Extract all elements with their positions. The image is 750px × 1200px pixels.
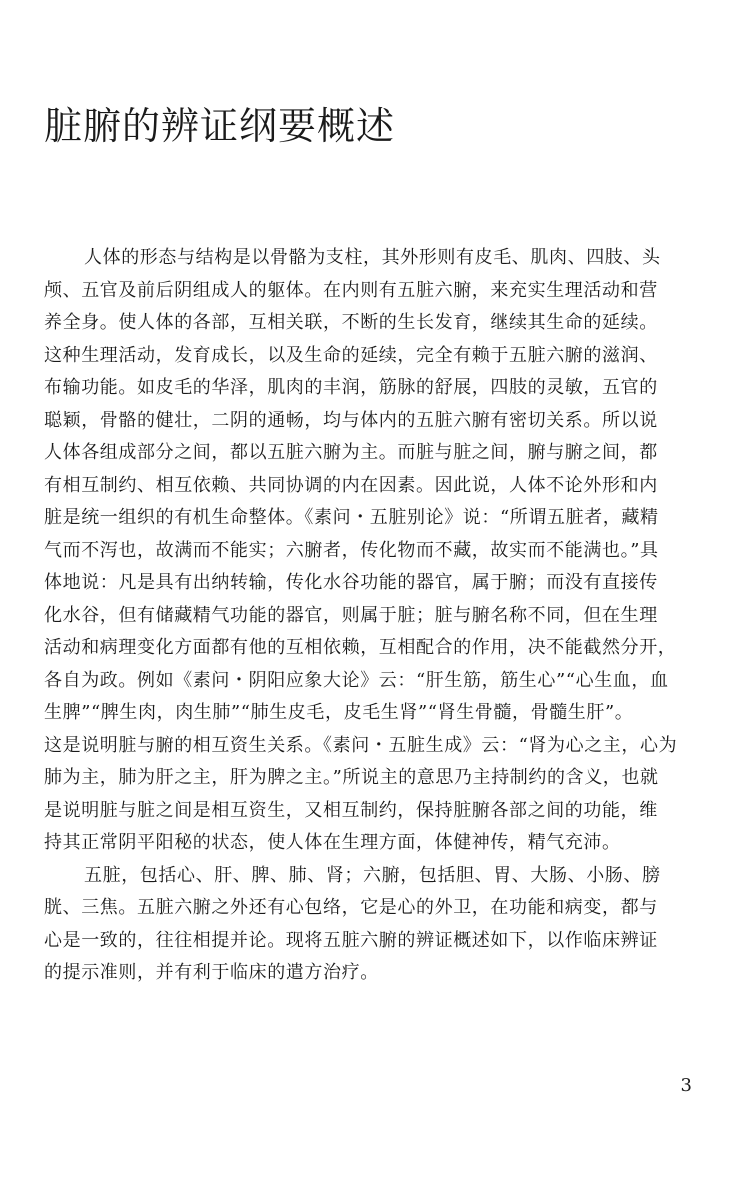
text-line: 这是说明脏与腑的相互资生关系。《素问・五脏生成》云：“肾为心之主，心为 <box>44 734 678 756</box>
text-line: 的提示准则，并有利于临床的遣方治疗。 <box>44 962 379 983</box>
text-line: 体地说：凡是具有出纳转输，传化水谷功能的器官，属于腑；而没有直接传 <box>44 572 658 593</box>
text-line: 布输功能。如皮毛的华泽，肌肉的丰润，筋脉的舒展，四肢的灵敏，五官的 <box>44 377 658 398</box>
text-line: 肺为主，肺为肝之主，肝为脾之主。”所说主的意思乃主持制约的含义，也就 <box>44 767 659 788</box>
text-line: 是说明脏与脏之间是相互资生，又相互制约，保持脏腑各部之间的功能，维 <box>44 799 658 821</box>
text-line: 化水谷，但有储藏精气功能的器官，则属于脏；脏与腑名称不同，但在生理 <box>44 604 658 626</box>
text-line: 颅、五官及前后阴组成人的躯体。在内则有五脏六腑，来充实生理活动和营 <box>44 279 658 301</box>
text-line: 活动和病理变化方面都有他的互相依赖，互相配合的作用，决不能截然分开， <box>44 637 677 658</box>
page-number: 3 <box>680 1075 692 1096</box>
text-line: 人体的形态与结构是以骨骼为支柱，其外形则有皮毛、肌肉、四肢、头 <box>84 247 661 268</box>
text-line: 人体各组成部分之间，都以五脏六腑为主。而脏与脏之间，腑与腑之间，都 <box>44 442 658 463</box>
text-line: 气而不泻也，故满而不能实；六腑者，传化物而不藏，故实而不能满也。”具 <box>44 539 659 561</box>
paragraph <box>44 860 704 990</box>
text-line: 聪颖，骨骼的健壮，二阴的通畅，均与体内的五脏六腑有密切关系。所以说 <box>44 409 658 431</box>
text-line: 生脾”“脾生肉，肉生肺”“肺生皮毛，皮毛生肾”“肾生骨髓，骨髓生肝”。 <box>44 702 634 723</box>
text-line: 这种生理活动，发育成长，以及生命的延续，完全有赖于五脏六腑的滋润、 <box>44 344 658 366</box>
text-line: 胱、三焦。五脏六腑之外还有心包络，它是心的外卫，在功能和病变，都与 <box>44 897 658 918</box>
page-title: 脏腑的辨证纲要概述 <box>44 104 396 148</box>
text-line: 脏是统一组织的有机生命整体。《素问・五脏别论》说：“所谓五脏者，藏精 <box>44 507 659 528</box>
text-line: 各自为政。例如《素问・阴阳应象大论》云：“肝生筋，筋生心”“心生血，血 <box>44 669 669 691</box>
text-line: 有相互制约、相互依赖、共同协调的内在因素。因此说，人体不论外形和内 <box>44 474 658 496</box>
text-line: 五脏，包括心、肝、脾、肺、肾；六腑，包括胆、胃、大肠、小肠、膀 <box>84 864 661 886</box>
text-line: 养全身。使人体的各部，互相关联，不断的生长发育，继续其生命的延续。 <box>44 312 658 333</box>
body-text <box>44 242 704 990</box>
text-line: 心是一致的，往往相提并论。现将五脏六腑的辨证概述如下，以作临床辨证 <box>44 929 658 951</box>
paragraph <box>44 242 704 860</box>
text-line: 持其正常阴平阳秘的状态，使人体在生理方面，体健神传，精气充沛。 <box>44 832 621 853</box>
